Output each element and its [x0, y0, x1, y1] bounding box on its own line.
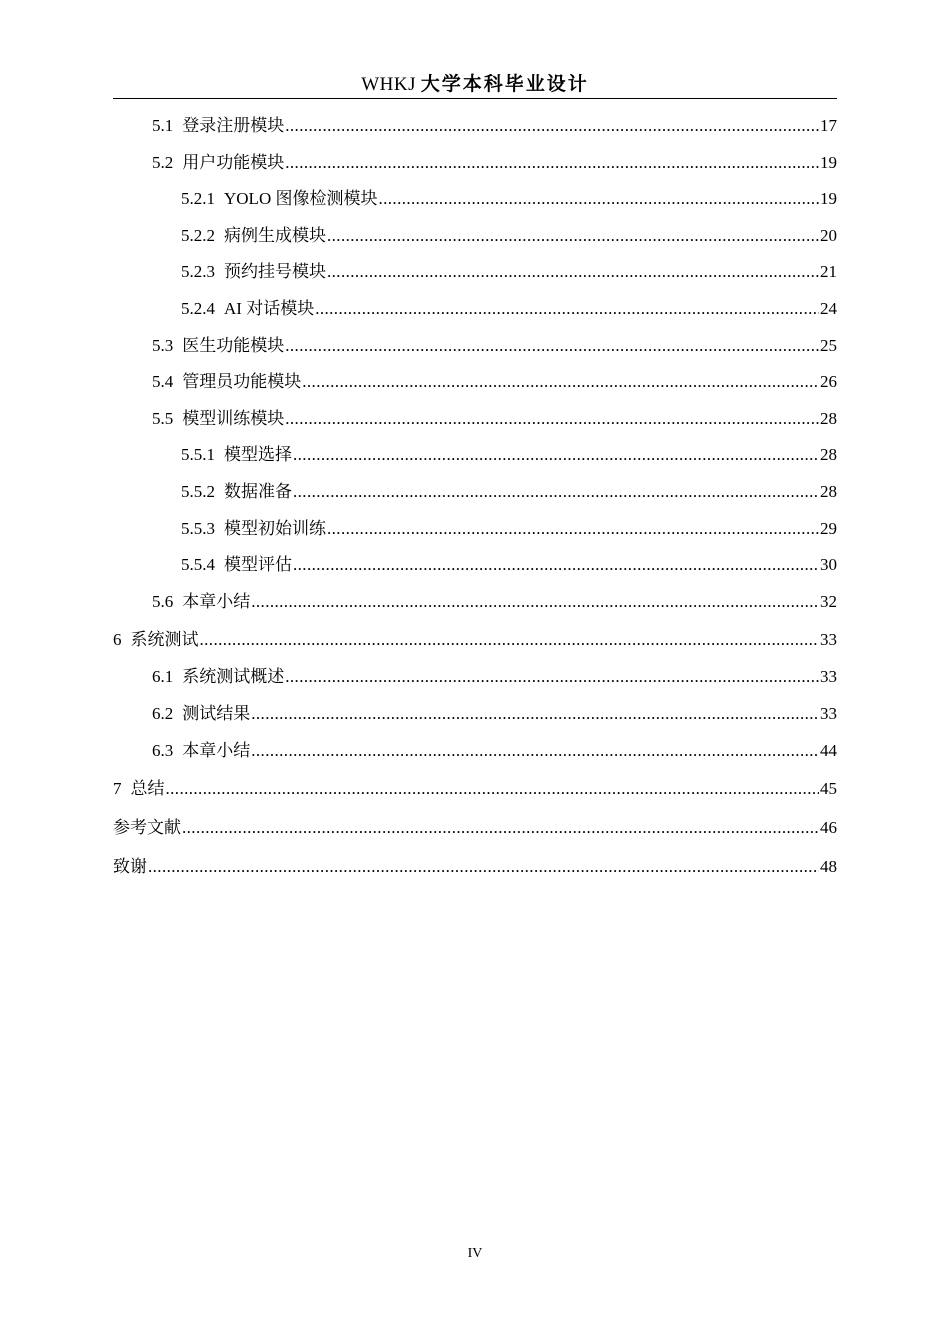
toc-entry-title: 医生功能模块 [182, 335, 285, 355]
toc-entry[interactable] [113, 437, 837, 474]
toc-entry[interactable] [113, 696, 837, 733]
toc-entry[interactable] [113, 808, 837, 847]
toc-entry-title: 测试结果 [182, 703, 251, 723]
toc-entry-title: 本章小结 [182, 740, 251, 760]
toc-entry-title: 用户功能模块 [182, 152, 285, 172]
toc-dot-leader [285, 145, 819, 182]
toc-entry-page: 26 [820, 372, 837, 392]
toc-entry-title: 本章小结 [182, 591, 251, 611]
toc-entry-number: 5.4 [152, 372, 174, 392]
toc-entry-number: 5.5 [152, 408, 174, 428]
toc-entry-page: 17 [820, 116, 837, 135]
toc-entry-page: 33 [820, 630, 837, 650]
toc-dot-leader [378, 181, 819, 218]
toc-dot-leader [285, 401, 819, 438]
toc-entry-page: 30 [820, 555, 837, 575]
toc-dot-leader [166, 769, 820, 808]
toc-entry[interactable] [113, 769, 837, 808]
toc-entry-number: 6.1 [152, 667, 174, 687]
toc-entry-page: 48 [820, 857, 837, 877]
toc-entry[interactable] [113, 511, 837, 548]
toc-entry-page: 45 [820, 779, 837, 799]
page-header [113, 70, 837, 99]
toc-dot-leader [285, 108, 819, 145]
toc-entry-number: 5.5.2 [181, 481, 215, 501]
toc-entry-page: 33 [820, 667, 837, 687]
toc-entry-number: 5.5.3 [181, 518, 215, 538]
toc-entry[interactable] [113, 620, 837, 659]
toc-entry-title: 管理员功能模块 [182, 372, 302, 392]
toc-entry-title: 登录注册模块 [182, 116, 285, 135]
toc-entry-page: 25 [820, 335, 837, 355]
toc-entry[interactable] [113, 474, 837, 511]
toc-entry-page: 28 [820, 445, 837, 465]
toc-entry-number: 5.5.1 [181, 445, 215, 465]
toc-dot-leader [315, 291, 819, 328]
toc-entry-number: 5.1 [152, 116, 174, 135]
toc-dot-leader [251, 733, 819, 770]
toc-dot-leader [293, 547, 819, 584]
toc-entry-number: 5.5.4 [181, 555, 215, 575]
toc-entry[interactable] [113, 401, 837, 438]
toc-dot-leader [302, 364, 819, 401]
page-number: IV [467, 1246, 483, 1261]
toc-entry-title: YOLO 图像检测模块 [224, 189, 378, 209]
toc-entry-page: 32 [820, 591, 837, 611]
toc-dot-leader [251, 584, 819, 621]
toc-entry-page: 28 [820, 408, 837, 428]
toc-entry[interactable] [113, 364, 837, 401]
toc-entry-number: 5.2.3 [181, 262, 215, 282]
toc-entry-title: 模型评估 [224, 555, 292, 575]
toc-entry[interactable] [113, 291, 837, 328]
toc-entry-title: 总结 [130, 779, 165, 799]
toc-entry[interactable] [113, 181, 837, 218]
toc-dot-leader [285, 328, 819, 365]
toc-entry-number: 5.2 [152, 152, 174, 172]
toc-entry[interactable] [113, 328, 837, 365]
toc-entry-page: 19 [820, 189, 837, 209]
toc-entry-number: 5.6 [152, 591, 174, 611]
toc-entry[interactable] [113, 733, 837, 770]
toc-entry-number: 5.3 [152, 335, 174, 355]
toc-entry-page: 33 [820, 703, 837, 723]
toc-dot-leader [293, 437, 819, 474]
toc-entry[interactable] [113, 145, 837, 182]
toc-dot-leader [200, 620, 820, 659]
toc-entry[interactable] [113, 218, 837, 255]
toc-entry-title: 系统测试 [130, 630, 199, 650]
toc-entry-page: 21 [820, 262, 837, 282]
toc-entry-title: 病例生成模块 [224, 225, 326, 245]
toc-entry-title: 模型选择 [224, 445, 292, 465]
toc-entry-page: 20 [820, 225, 837, 245]
toc-entry-number: 6 [113, 630, 122, 650]
toc-entry-number: 5.2.1 [181, 189, 215, 209]
toc-entry[interactable] [113, 254, 837, 291]
toc-entry-title: 致谢 [113, 857, 147, 877]
toc-entry-page: 24 [820, 298, 837, 318]
toc-entry-title: 数据准备 [224, 481, 292, 501]
toc-entry-page: 46 [820, 818, 837, 838]
toc-dot-leader [293, 474, 819, 511]
toc-entry-page: 44 [820, 740, 837, 760]
toc-entry-title: 模型训练模块 [182, 408, 285, 428]
toc-entry-page: 19 [820, 152, 837, 172]
toc-dot-leader [182, 808, 819, 847]
toc-dot-leader [148, 847, 819, 886]
toc-entry-number: 6.3 [152, 740, 174, 760]
toc-entry[interactable] [113, 584, 837, 621]
toc-dot-leader [327, 254, 819, 291]
toc-entry-title: 模型初始训练 [224, 518, 326, 538]
table-of-contents [113, 108, 837, 886]
toc-entry-page: 28 [820, 481, 837, 501]
toc-entry[interactable] [113, 108, 837, 145]
toc-entry[interactable] [113, 847, 837, 886]
toc-entry-number: 5.2.2 [181, 225, 215, 245]
header-thesis-type: 大学本科毕业设计 [420, 73, 589, 95]
toc-entry-title: AI 对话模块 [224, 298, 315, 318]
toc-entry-title: 预约挂号模块 [224, 262, 326, 282]
toc-entry-number: 7 [113, 779, 122, 799]
toc-entry-number: 5.2.4 [181, 298, 215, 318]
toc-dot-leader [327, 218, 819, 255]
toc-entry-title: 参考文献 [113, 818, 181, 838]
toc-dot-leader [327, 511, 819, 548]
toc-dot-leader [251, 696, 819, 733]
toc-entry-number: 6.2 [152, 703, 174, 723]
toc-entry[interactable] [113, 659, 837, 696]
toc-entry[interactable] [113, 547, 837, 584]
toc-dot-leader [285, 659, 819, 696]
toc-entry-page: 29 [820, 518, 837, 538]
toc-entry-title: 系统测试概述 [182, 667, 285, 687]
header-school-abbrev: WHKJ [361, 74, 416, 95]
